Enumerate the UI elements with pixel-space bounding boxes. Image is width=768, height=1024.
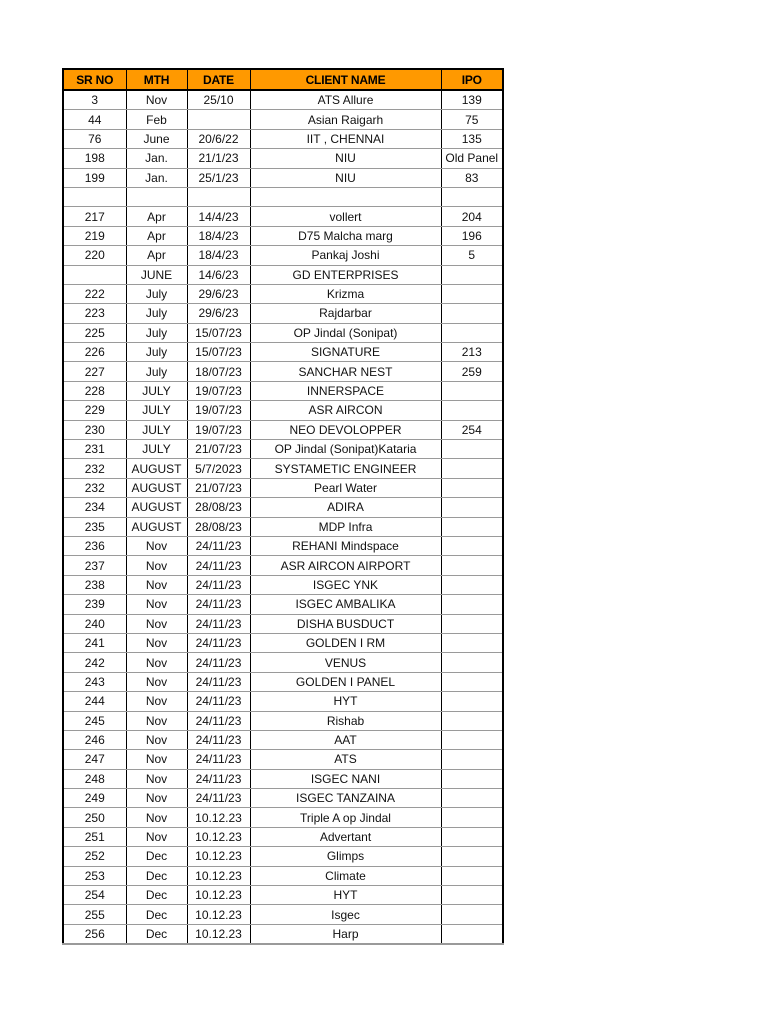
sr-no-cell [63, 265, 126, 284]
date-cell: 29/6/23 [187, 284, 250, 303]
ipo-cell [441, 556, 503, 575]
client-name-cell: Climate [250, 866, 441, 885]
mth-cell: Nov [126, 633, 187, 652]
client-name-cell: MDP Infra [250, 517, 441, 536]
sr-no-cell: 251 [63, 827, 126, 846]
table-row [63, 149, 503, 168]
date-cell: 10.12.23 [187, 886, 250, 905]
date-cell: 5/7/2023 [187, 459, 250, 478]
client-name-cell: Glimps [250, 847, 441, 866]
date-cell [187, 110, 250, 129]
sr-no-cell: 227 [63, 362, 126, 381]
ipo-cell [441, 478, 503, 497]
mth-cell: Nov [126, 536, 187, 555]
ipo-cell [441, 730, 503, 749]
client-name-cell: INNERSPACE [250, 381, 441, 400]
mth-cell: Nov [126, 575, 187, 594]
table-row [63, 401, 503, 420]
ipo-cell: 83 [441, 168, 503, 187]
table-row [63, 595, 503, 614]
mth-cell: Dec [126, 866, 187, 885]
sr-no-cell: 228 [63, 381, 126, 400]
ipo-cell [441, 672, 503, 691]
client-name-cell: ASR AIRCON [250, 401, 441, 420]
mth-cell: AUGUST [126, 478, 187, 497]
sr-no-cell: 249 [63, 789, 126, 808]
date-cell: 25/10 [187, 90, 250, 110]
sr-no-cell: 243 [63, 672, 126, 691]
mth-cell: AUGUST [126, 498, 187, 517]
sr-no-cell: 250 [63, 808, 126, 827]
date-cell: 24/11/23 [187, 769, 250, 788]
mth-cell [126, 187, 187, 206]
mth-cell: Apr [126, 226, 187, 245]
table-row [63, 246, 503, 265]
date-cell: 24/11/23 [187, 672, 250, 691]
table-row [63, 905, 503, 924]
date-cell: 15/07/23 [187, 323, 250, 342]
date-cell: 15/07/23 [187, 343, 250, 362]
sr-no-cell: 229 [63, 401, 126, 420]
ipo-cell [441, 692, 503, 711]
sr-no-cell: 253 [63, 866, 126, 885]
client-name-cell: Isgec [250, 905, 441, 924]
ipo-cell [441, 440, 503, 459]
table-row [63, 420, 503, 439]
date-cell [187, 187, 250, 206]
table-row [63, 672, 503, 691]
mth-cell: Nov [126, 789, 187, 808]
table-row [63, 827, 503, 846]
sr-no-cell: 242 [63, 653, 126, 672]
date-cell: 18/07/23 [187, 362, 250, 381]
ipo-cell [441, 827, 503, 846]
ipo-cell: 135 [441, 129, 503, 148]
date-cell: 24/11/23 [187, 536, 250, 555]
date-cell: 24/11/23 [187, 789, 250, 808]
mth-cell: Nov [126, 556, 187, 575]
mth-cell: Nov [126, 672, 187, 691]
sr-no-cell: 244 [63, 692, 126, 711]
mth-cell: June [126, 129, 187, 148]
table-row [63, 653, 503, 672]
ipo-cell [441, 866, 503, 885]
ipo-cell [441, 459, 503, 478]
table-row [63, 730, 503, 749]
table-row [63, 536, 503, 555]
client-name-cell: ATS [250, 750, 441, 769]
date-cell: 24/11/23 [187, 653, 250, 672]
sr-no-cell: 246 [63, 730, 126, 749]
client-name-cell: Advertant [250, 827, 441, 846]
date-cell: 10.12.23 [187, 808, 250, 827]
table-row [63, 187, 503, 206]
ipo-cell [441, 323, 503, 342]
ipo-cell: 204 [441, 207, 503, 226]
sr-no-cell: 232 [63, 478, 126, 497]
ipo-cell: 254 [441, 420, 503, 439]
ipo-cell [441, 711, 503, 730]
date-cell: 28/08/23 [187, 498, 250, 517]
ipo-cell [441, 595, 503, 614]
mth-cell: Nov [126, 808, 187, 827]
mth-cell: Jan. [126, 168, 187, 187]
date-cell: 24/11/23 [187, 575, 250, 594]
date-cell: 10.12.23 [187, 924, 250, 944]
table-row [63, 866, 503, 885]
date-cell: 19/07/23 [187, 401, 250, 420]
client-name-cell: SYSTAMETIC ENGINEER [250, 459, 441, 478]
mth-cell: Nov [126, 90, 187, 110]
ipo-cell [441, 614, 503, 633]
ipo-cell [441, 536, 503, 555]
header-row [63, 69, 503, 90]
date-cell: 14/6/23 [187, 265, 250, 284]
mth-cell: Nov [126, 614, 187, 633]
mth-cell: AUGUST [126, 517, 187, 536]
sr-no-cell: 239 [63, 595, 126, 614]
sr-no-cell: 76 [63, 129, 126, 148]
client-name-cell: vollert [250, 207, 441, 226]
table-row [63, 110, 503, 129]
sr-no-cell: 235 [63, 517, 126, 536]
date-cell: 24/11/23 [187, 633, 250, 652]
ipo-cell: 5 [441, 246, 503, 265]
date-cell: 10.12.23 [187, 905, 250, 924]
table-row [63, 750, 503, 769]
table-row [63, 284, 503, 303]
sr-no-cell: 3 [63, 90, 126, 110]
sr-no-cell: 230 [63, 420, 126, 439]
date-cell: 24/11/23 [187, 595, 250, 614]
client-name-cell: HYT [250, 692, 441, 711]
mth-cell: Nov [126, 595, 187, 614]
table-row [63, 304, 503, 323]
date-cell: 10.12.23 [187, 827, 250, 846]
client-name-cell: ATS Allure [250, 90, 441, 110]
mth-cell: Jan. [126, 149, 187, 168]
mth-cell: Nov [126, 711, 187, 730]
ipo-cell [441, 498, 503, 517]
date-cell: 18/4/23 [187, 226, 250, 245]
client-name-cell: Rishab [250, 711, 441, 730]
header-sr-no: SR NO [63, 69, 126, 90]
client-name-cell: ISGEC NANI [250, 769, 441, 788]
ipo-cell: 75 [441, 110, 503, 129]
sr-no-cell: 247 [63, 750, 126, 769]
table-row [63, 808, 503, 827]
date-cell: 21/1/23 [187, 149, 250, 168]
ipo-cell [441, 633, 503, 652]
sr-no-cell: 231 [63, 440, 126, 459]
sr-no-cell: 252 [63, 847, 126, 866]
mth-cell: JULY [126, 381, 187, 400]
sr-no-cell: 241 [63, 633, 126, 652]
sr-no-cell: 254 [63, 886, 126, 905]
sr-no-cell: 219 [63, 226, 126, 245]
date-cell: 24/11/23 [187, 692, 250, 711]
table-row [63, 769, 503, 788]
table-row [63, 168, 503, 187]
header-mth: MTH [126, 69, 187, 90]
client-name-cell: D75 Malcha marg [250, 226, 441, 245]
table-row [63, 924, 503, 944]
client-name-cell: GOLDEN I PANEL [250, 672, 441, 691]
date-cell: 21/07/23 [187, 440, 250, 459]
table-row [63, 459, 503, 478]
client-name-cell: OP Jindal (Sonipat) [250, 323, 441, 342]
table-body [63, 90, 503, 944]
client-name-cell: ISGEC YNK [250, 575, 441, 594]
client-name-cell: NIU [250, 149, 441, 168]
table-row [63, 517, 503, 536]
sr-no-cell: 238 [63, 575, 126, 594]
ipo-cell [441, 905, 503, 924]
table-row [63, 478, 503, 497]
sr-no-cell: 234 [63, 498, 126, 517]
date-cell: 24/11/23 [187, 614, 250, 633]
mth-cell: Dec [126, 905, 187, 924]
client-name-cell: Pankaj Joshi [250, 246, 441, 265]
client-name-cell: Triple A op Jindal [250, 808, 441, 827]
header-date: DATE [187, 69, 250, 90]
sr-no-cell: 226 [63, 343, 126, 362]
ipo-cell [441, 769, 503, 788]
date-cell: 24/11/23 [187, 556, 250, 575]
date-cell: 18/4/23 [187, 246, 250, 265]
date-cell: 14/4/23 [187, 207, 250, 226]
client-name-cell: GOLDEN I RM [250, 633, 441, 652]
table-row [63, 207, 503, 226]
date-cell: 24/11/23 [187, 711, 250, 730]
sr-no-cell: 248 [63, 769, 126, 788]
client-name-cell: VENUS [250, 653, 441, 672]
client-name-cell: DISHA BUSDUCT [250, 614, 441, 633]
ipo-cell [441, 789, 503, 808]
client-name-cell: REHANI Mindspace [250, 536, 441, 555]
mth-cell: Nov [126, 692, 187, 711]
date-cell: 21/07/23 [187, 478, 250, 497]
ipo-cell: Old Panel [441, 149, 503, 168]
table-row [63, 789, 503, 808]
mth-cell: Nov [126, 769, 187, 788]
table-row [63, 362, 503, 381]
table-row [63, 614, 503, 633]
mth-cell: AUGUST [126, 459, 187, 478]
mth-cell: Apr [126, 207, 187, 226]
client-name-cell: NEO DEVOLOPPER [250, 420, 441, 439]
client-name-cell: Rajdarbar [250, 304, 441, 323]
sr-no-cell: 217 [63, 207, 126, 226]
ipo-cell [441, 187, 503, 206]
client-name-cell: Pearl Water [250, 478, 441, 497]
ipo-cell [441, 401, 503, 420]
ipo-cell [441, 265, 503, 284]
mth-cell: Dec [126, 886, 187, 905]
table-row [63, 343, 503, 362]
mth-cell: July [126, 304, 187, 323]
ipo-cell [441, 847, 503, 866]
ipo-cell: 139 [441, 90, 503, 110]
mth-cell: JULY [126, 401, 187, 420]
mth-cell: Apr [126, 246, 187, 265]
header-client-name: CLIENT NAME [250, 69, 441, 90]
ipo-cell [441, 808, 503, 827]
client-name-cell: SANCHAR NEST [250, 362, 441, 381]
date-cell: 20/6/22 [187, 129, 250, 148]
sr-no-cell: 237 [63, 556, 126, 575]
table-row [63, 381, 503, 400]
ipo-cell: 196 [441, 226, 503, 245]
date-cell: 19/07/23 [187, 381, 250, 400]
table-row [63, 265, 503, 284]
ipo-cell [441, 575, 503, 594]
date-cell: 24/11/23 [187, 750, 250, 769]
client-name-cell: ADIRA [250, 498, 441, 517]
mth-cell: Feb [126, 110, 187, 129]
table-row [63, 90, 503, 110]
date-cell: 10.12.23 [187, 847, 250, 866]
client-table [62, 68, 504, 945]
mth-cell: JULY [126, 420, 187, 439]
mth-cell: July [126, 343, 187, 362]
table-row [63, 323, 503, 342]
sr-no-cell: 255 [63, 905, 126, 924]
client-name-cell: Krizma [250, 284, 441, 303]
client-name-cell: ASR AIRCON AIRPORT [250, 556, 441, 575]
ipo-cell [441, 517, 503, 536]
sr-no-cell: 236 [63, 536, 126, 555]
mth-cell: July [126, 323, 187, 342]
sr-no-cell: 220 [63, 246, 126, 265]
sr-no-cell: 232 [63, 459, 126, 478]
date-cell: 28/08/23 [187, 517, 250, 536]
table-row [63, 692, 503, 711]
date-cell: 29/6/23 [187, 304, 250, 323]
sr-no-cell: 225 [63, 323, 126, 342]
client-name-cell: OP Jindal (Sonipat)Kataria [250, 440, 441, 459]
ipo-cell [441, 886, 503, 905]
date-cell: 25/1/23 [187, 168, 250, 187]
sr-no-cell: 245 [63, 711, 126, 730]
mth-cell: Nov [126, 750, 187, 769]
sr-no-cell: 222 [63, 284, 126, 303]
client-name-cell: HYT [250, 886, 441, 905]
date-cell: 10.12.23 [187, 866, 250, 885]
ipo-cell: 213 [441, 343, 503, 362]
table-row [63, 440, 503, 459]
mth-cell: JUNE [126, 265, 187, 284]
table-row [63, 886, 503, 905]
ipo-cell [441, 304, 503, 323]
client-name-cell: NIU [250, 168, 441, 187]
header-ipo: IPO [441, 69, 503, 90]
client-name-cell: GD ENTERPRISES [250, 265, 441, 284]
sr-no-cell [63, 187, 126, 206]
sr-no-cell: 44 [63, 110, 126, 129]
table-row [63, 847, 503, 866]
client-name-cell: ISGEC TANZAINA [250, 789, 441, 808]
table-row [63, 226, 503, 245]
table-row [63, 498, 503, 517]
ipo-cell [441, 653, 503, 672]
ipo-cell [441, 924, 503, 944]
ipo-cell: 259 [441, 362, 503, 381]
mth-cell: Dec [126, 924, 187, 944]
date-cell: 19/07/23 [187, 420, 250, 439]
client-name-cell: SIGNATURE [250, 343, 441, 362]
table-row [63, 575, 503, 594]
client-name-cell [250, 187, 441, 206]
mth-cell: Nov [126, 730, 187, 749]
sr-no-cell: 198 [63, 149, 126, 168]
client-name-cell: Harp [250, 924, 441, 944]
mth-cell: Nov [126, 827, 187, 846]
ipo-cell [441, 750, 503, 769]
mth-cell: JULY [126, 440, 187, 459]
client-name-cell: AAT [250, 730, 441, 749]
sr-no-cell: 199 [63, 168, 126, 187]
table-row [63, 633, 503, 652]
mth-cell: Dec [126, 847, 187, 866]
date-cell: 24/11/23 [187, 730, 250, 749]
sr-no-cell: 240 [63, 614, 126, 633]
client-name-cell: Asian Raigarh [250, 110, 441, 129]
mth-cell: July [126, 284, 187, 303]
table-row [63, 711, 503, 730]
sr-no-cell: 256 [63, 924, 126, 944]
client-name-cell: IIT , CHENNAI [250, 129, 441, 148]
client-name-cell: ISGEC AMBALIKA [250, 595, 441, 614]
ipo-cell [441, 381, 503, 400]
sr-no-cell: 223 [63, 304, 126, 323]
ipo-cell [441, 284, 503, 303]
mth-cell: Nov [126, 653, 187, 672]
table-row [63, 129, 503, 148]
table-row [63, 556, 503, 575]
mth-cell: July [126, 362, 187, 381]
